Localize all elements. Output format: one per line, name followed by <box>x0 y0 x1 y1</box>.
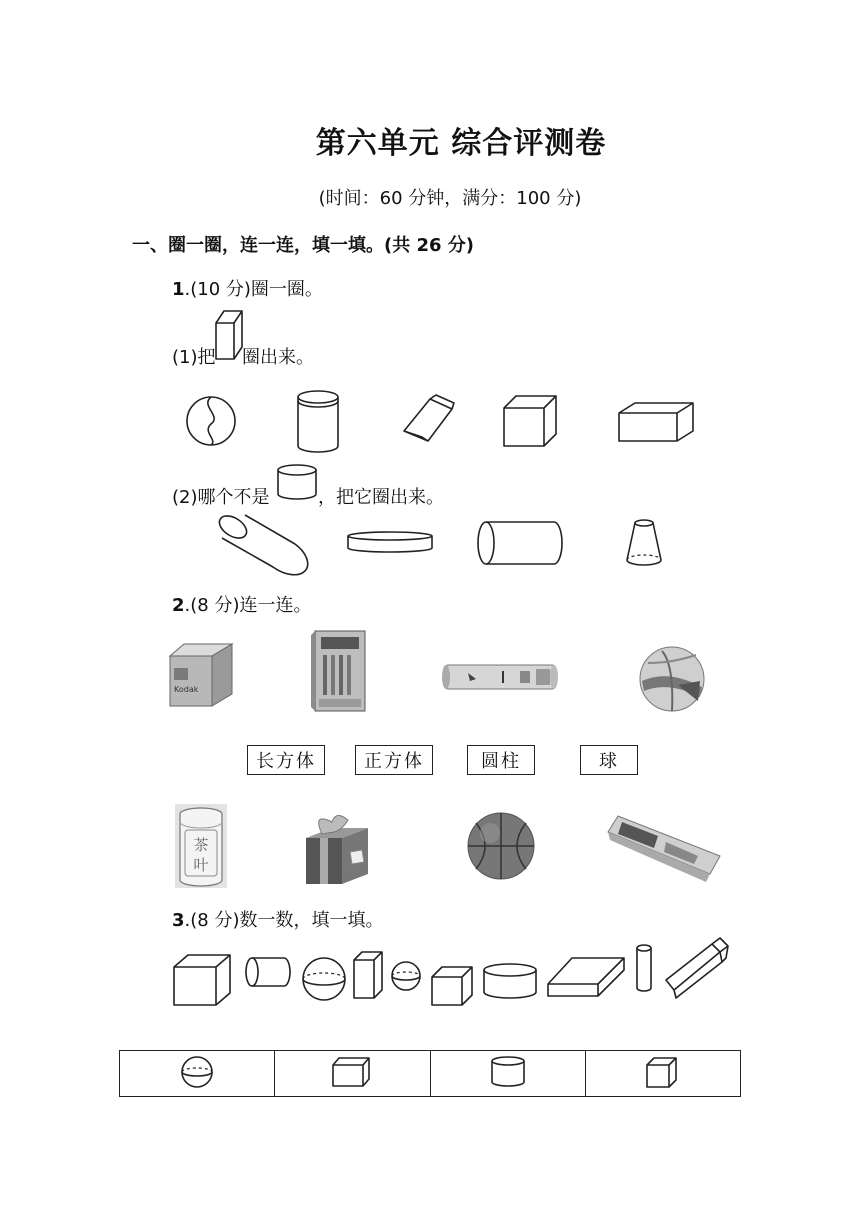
sphere-shape <box>300 955 348 1003</box>
question-1-1-prefix: (1)把 <box>172 347 216 368</box>
tea-can-text: 茶 <box>193 836 209 854</box>
tea-can-text-2: 叶 <box>193 856 209 874</box>
short-cylinder-icon <box>276 464 320 502</box>
label-cuboid[interactable]: 长方体 <box>247 745 325 775</box>
tea-can-image[interactable] <box>175 804 227 888</box>
exam-info: (时间：60 分钟，满分：100 分) <box>318 188 582 209</box>
kodak-box-image[interactable] <box>168 642 234 708</box>
question-1-1-suffix: 圈出来。 <box>242 347 314 368</box>
cuboid-icon <box>329 1055 375 1089</box>
question-number: 3 <box>172 910 185 931</box>
question-text: .(8 分)数一数，填一填。 <box>184 910 384 931</box>
question-number: 2 <box>172 595 185 616</box>
question-text: .(10 分)圈一圈。 <box>184 279 323 300</box>
ball-shape[interactable] <box>186 396 238 448</box>
cuboid-shape[interactable] <box>617 401 697 443</box>
kodak-text: Kodak <box>174 685 199 694</box>
tilted-cylinder-shape[interactable] <box>219 510 299 570</box>
tilted-cuboid-shape[interactable] <box>400 393 456 445</box>
count-cell-cylinder[interactable] <box>430 1051 585 1097</box>
counting-table <box>119 1050 741 1097</box>
question-1-2-suffix: ，把它圈出来。 <box>318 487 444 508</box>
volleyball-image[interactable] <box>638 645 706 713</box>
sphere-icon <box>177 1055 217 1089</box>
count-cell-cuboid[interactable] <box>275 1051 430 1097</box>
question-1 <box>172 275 323 301</box>
question-number: 1 <box>172 279 185 300</box>
small-sphere-shape <box>390 960 424 994</box>
tea-box-image[interactable] <box>309 629 367 713</box>
horizontal-cylinder-shape <box>244 956 294 990</box>
small-cube-shape <box>430 965 476 1007</box>
count-cell-sphere[interactable] <box>120 1051 275 1097</box>
gift-box-image[interactable] <box>302 806 374 886</box>
tall-cuboid-icon <box>214 309 244 361</box>
long-tilted-cuboid-shape <box>664 936 730 1000</box>
flat-disc-shape[interactable] <box>346 530 436 556</box>
cube-icon <box>643 1055 683 1089</box>
shuttlecock-tube-image[interactable] <box>440 661 560 693</box>
thin-cylinder-shape <box>634 942 656 996</box>
basketball-image[interactable] <box>466 811 536 881</box>
label-cube[interactable]: 正方体 <box>355 745 433 775</box>
flat-cuboid-shape <box>546 954 628 998</box>
gum-pack-image[interactable] <box>606 812 722 884</box>
cylinder-shape[interactable] <box>296 389 342 455</box>
section-heading: 一、圈一圈，连一连，填一填。(共 26 分) <box>132 235 475 256</box>
question-text: .(8 分)连一连。 <box>184 595 312 616</box>
label-sphere[interactable]: 球 <box>580 745 638 775</box>
page-title: 第六单元 综合评测卷 <box>315 126 607 161</box>
count-cell-cube[interactable] <box>585 1051 740 1097</box>
frustum-shape[interactable] <box>624 518 664 568</box>
tall-cuboid-shape <box>352 950 386 1000</box>
question-1-2-prefix: (2)哪个不是 <box>172 487 270 508</box>
question-2 <box>172 591 311 617</box>
cylinder-icon <box>488 1055 528 1089</box>
wide-cylinder-shape <box>482 962 540 1000</box>
cube-shape[interactable] <box>502 394 560 448</box>
question-3 <box>172 906 383 932</box>
label-cylinder[interactable]: 圆柱 <box>467 745 535 775</box>
horizontal-cylinder-shape[interactable] <box>476 520 566 568</box>
cube-shape <box>172 953 234 1007</box>
